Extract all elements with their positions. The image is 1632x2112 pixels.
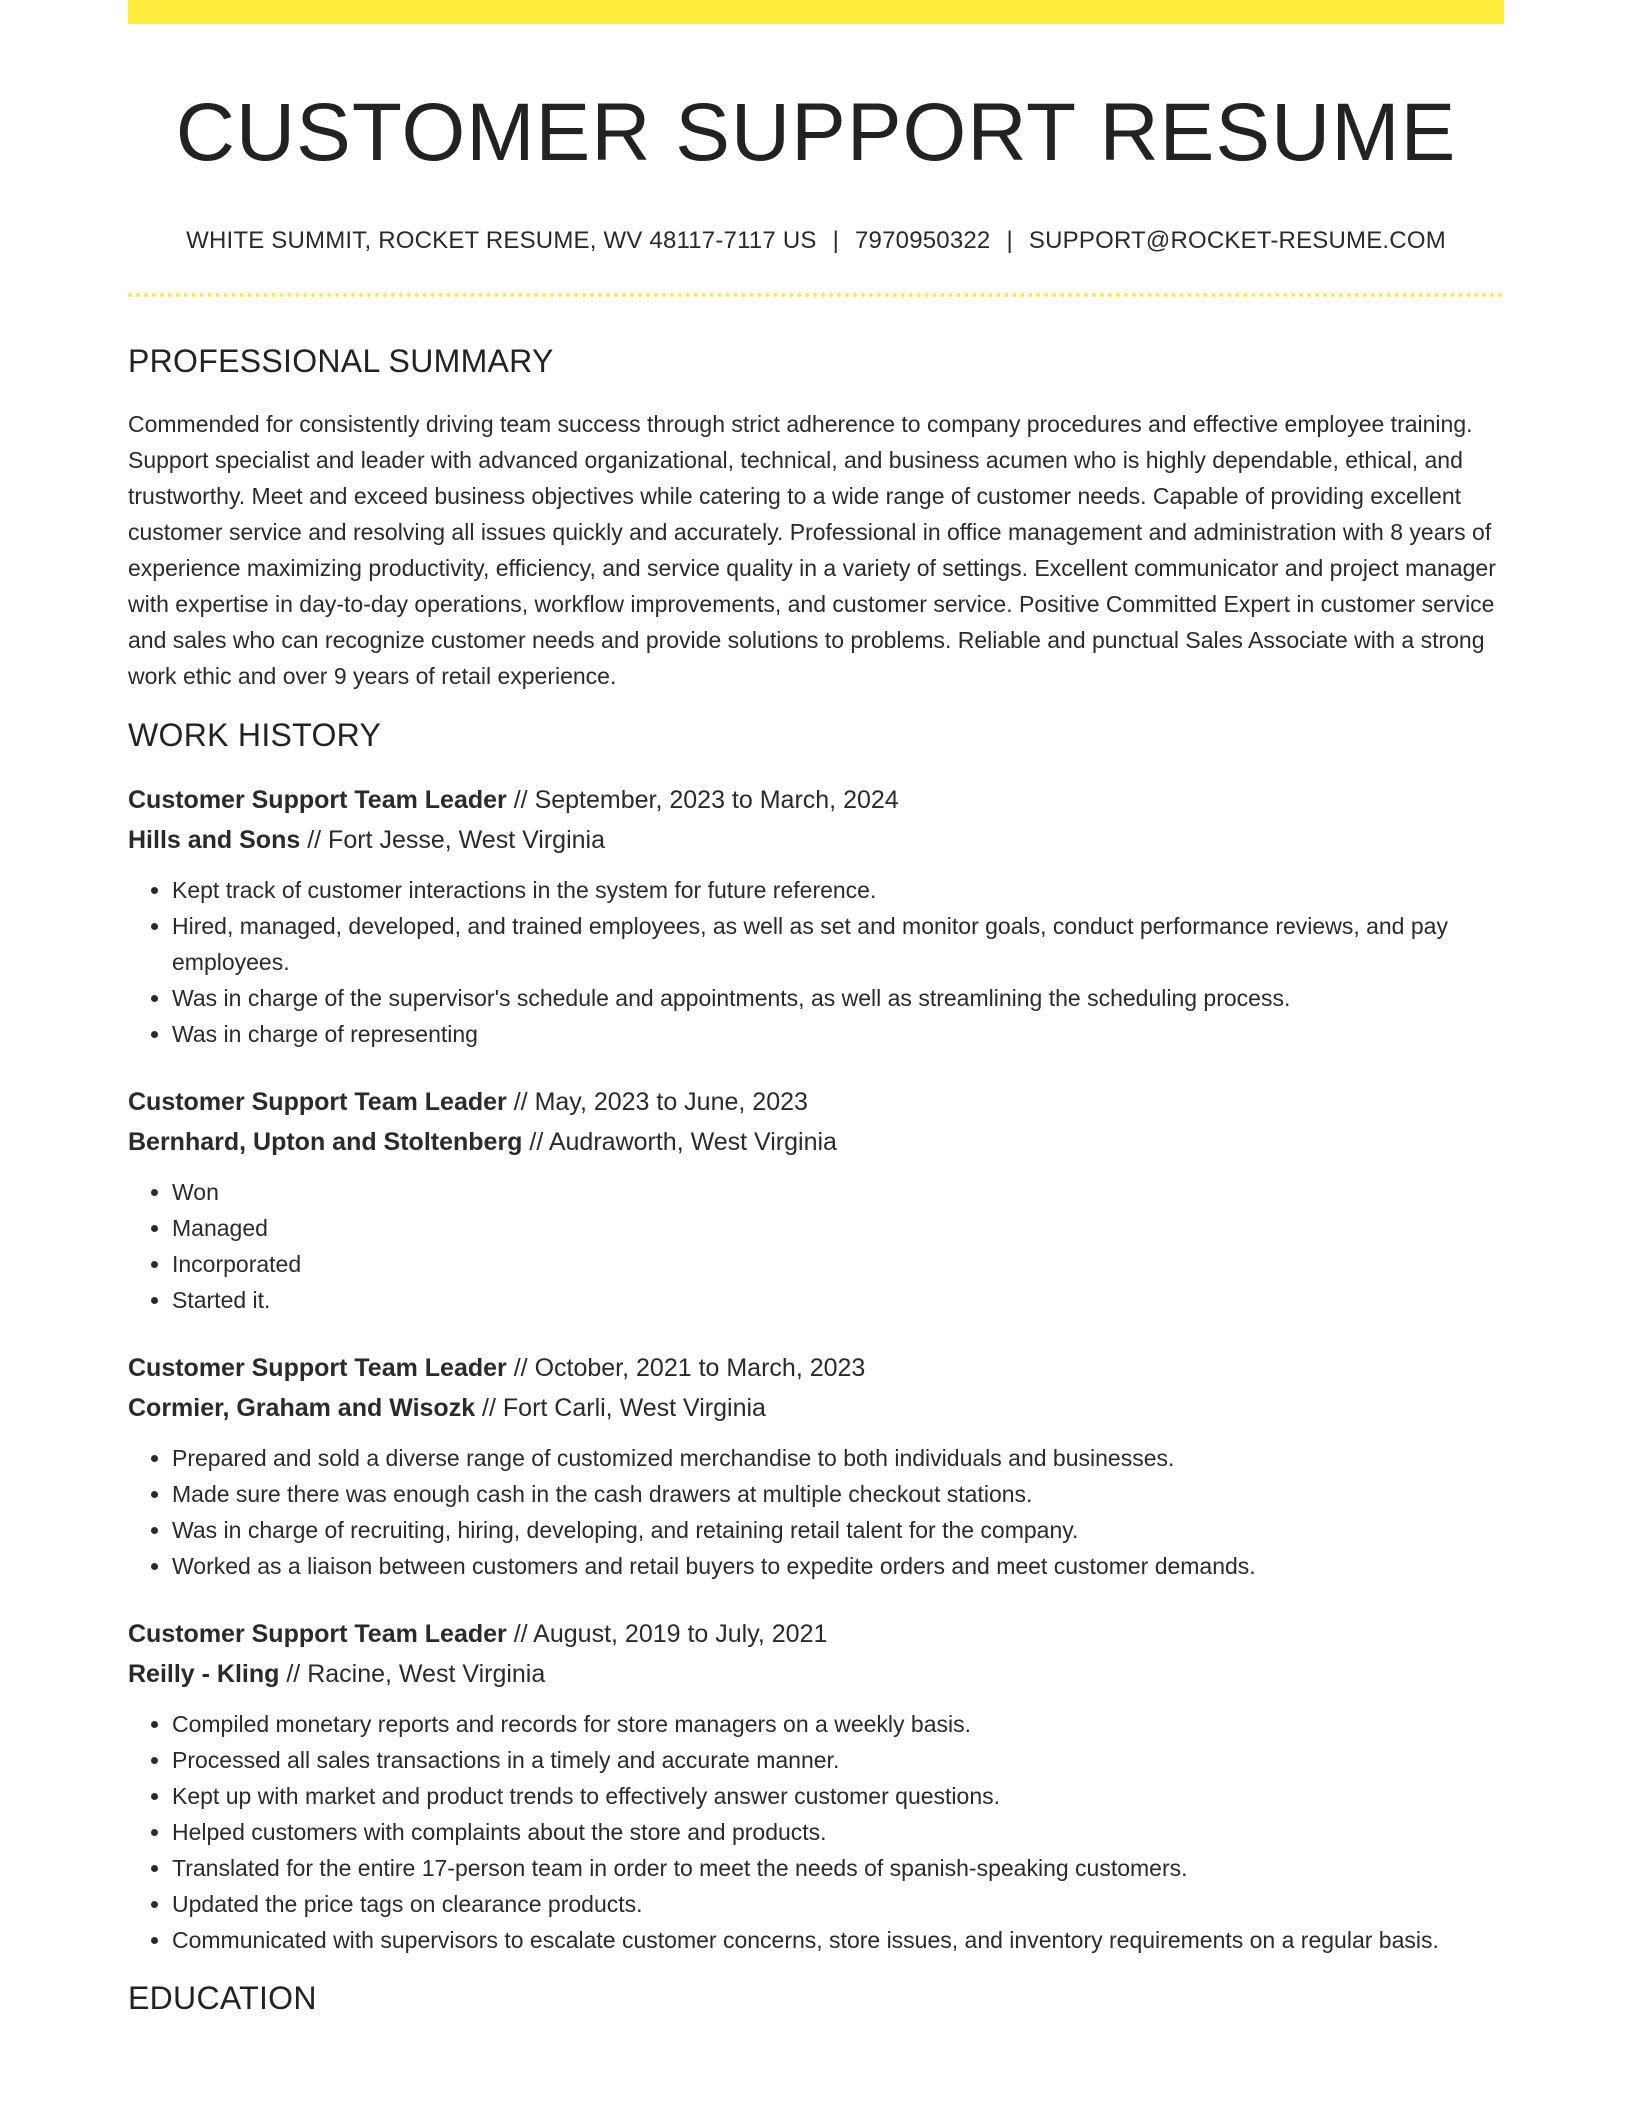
job-location: // Audraworth, West Virginia [522,1127,837,1156]
bullet-item: • Communicated with supervisors to escalate customer concerns, store issues, and inventory requirements on a regular basis. [172,1922,1504,1958]
job-role-line [128,1348,1504,1388]
bullet-item: • Was in charge of representing [172,1016,1504,1052]
job-company-line [128,820,1504,860]
job-dates: // September, 2023 to March, 2024 [506,785,899,814]
job-role-line [128,1614,1504,1654]
job-role-line [128,1082,1504,1122]
bullet-item: • Started it. [172,1282,1504,1318]
bullet-item: • Won [172,1174,1504,1210]
contact-separator: | [832,226,839,254]
job-bullets [128,1706,1504,1958]
job-company: Hills and Sons [128,825,301,854]
bullet-item: • Hired, managed, developed, and trained employees, as well as set and monitor goals, conduct performance reviews, and pay employees. [172,908,1504,980]
job-bullets [128,872,1504,1052]
job-company-line [128,1388,1504,1428]
job-company: Cormier, Graham and Wisozk [128,1393,476,1422]
section-title-summary: PROFESSIONAL SUMMARY [128,342,554,379]
job-entry [128,1348,1504,1584]
job-entry [128,1082,1504,1318]
job-role: Customer Support Team Leader [128,1087,507,1116]
work-history-list [128,780,1504,1958]
bullet-item: • Compiled monetary reports and records for store managers on a weekly basis. [172,1706,1504,1742]
contact-separator: | [1006,226,1013,254]
job-entry [128,1614,1504,1958]
job-company-line [128,1122,1504,1162]
job-bullets [128,1174,1504,1318]
bullet-item: • Kept track of customer interactions in the system for future reference. [172,872,1504,908]
job-bullets [128,1440,1504,1584]
job-company: Reilly - Kling [128,1659,280,1688]
bullet-item: • Prepared and sold a diverse range of customized merchandise to both individuals and businesses. [172,1440,1504,1476]
job-company: Bernhard, Upton and Stoltenberg [128,1127,523,1156]
contact-line [128,227,1504,255]
job-role: Customer Support Team Leader [128,1619,507,1648]
bullet-item: • Made sure there was enough cash in the cash drawers at multiple checkout stations. [172,1476,1504,1512]
section-title-work-history: WORK HISTORY [128,716,382,753]
resume-title: CUSTOMER SUPPORT RESUME [175,87,1457,178]
accent-bar [128,0,1504,24]
bullet-item: • Helped customers with complaints about the store and products. [172,1814,1504,1850]
summary-text: Commended for consistently driving team success through strict adherence to company procedures and effective employee training. Support specialist and leader with advanced organizational, technical, and business acumen who is highly dependable, ethical, and trustworthy. Meet and exceed business objectives while catering to a wide range of customer needs. Capable of providing excellent customer service and resolving all issues quickly and accurately. Professional in office management and administration with 8 years of experience maximizing productivity, efficiency, and service quality in a variety of settings. Excellent communicator and project manager with expertise in day-to-day operations, workflow improvements, and customer service. Positive Committed Expert in customer service and sales who can recognize customer needs and provide solutions to problems. Reliable and punctual Sales Associate with a strong work ethic and over 9 years of retail experience. [128,410,1496,689]
bullet-item: • Was in charge of recruiting, hiring, developing, and retaining retail talent for the company. [172,1512,1504,1548]
job-role: Customer Support Team Leader [128,1353,507,1382]
job-company-line [128,1654,1504,1694]
job-dates: // May, 2023 to June, 2023 [506,1087,808,1116]
email: SUPPORT@ROCKET-RESUME.COM [1028,226,1446,254]
bullet-item: • Managed [172,1210,1504,1246]
job-role-line [128,780,1504,820]
dotted-divider [128,293,1504,297]
job-location: // Fort Carli, West Virginia [475,1393,766,1422]
job-location: // Fort Jesse, West Virginia [300,825,606,854]
job-dates: // August, 2019 to July, 2021 [506,1619,828,1648]
job-entry [128,780,1504,1052]
section-title-education: EDUCATION [128,1979,317,2016]
bullet-item: • Worked as a liaison between customers and retail buyers to expedite orders and meet customer demands. [172,1548,1504,1584]
bullet-item: • Translated for the entire 17-person team in order to meet the needs of spanish-speaking customers. [172,1850,1504,1886]
job-location: // Racine, West Virginia [279,1659,546,1688]
job-dates: // October, 2021 to March, 2023 [506,1353,866,1382]
job-role: Customer Support Team Leader [128,785,507,814]
bullet-item: • Kept up with market and product trends to effectively answer customer questions. [172,1778,1504,1814]
bullet-item: • Updated the price tags on clearance products. [172,1886,1504,1922]
bullet-item: • Incorporated [172,1246,1504,1282]
bullet-item: • Was in charge of the supervisor's schedule and appointments, as well as streamlining the scheduling process. [172,980,1504,1016]
phone: 7970950322 [855,226,991,254]
address: WHITE SUMMIT, ROCKET RESUME, WV 48117-7117 US [186,226,817,254]
resume-page [128,0,1504,2017]
bullet-item: • Processed all sales transactions in a timely and accurate manner. [172,1742,1504,1778]
